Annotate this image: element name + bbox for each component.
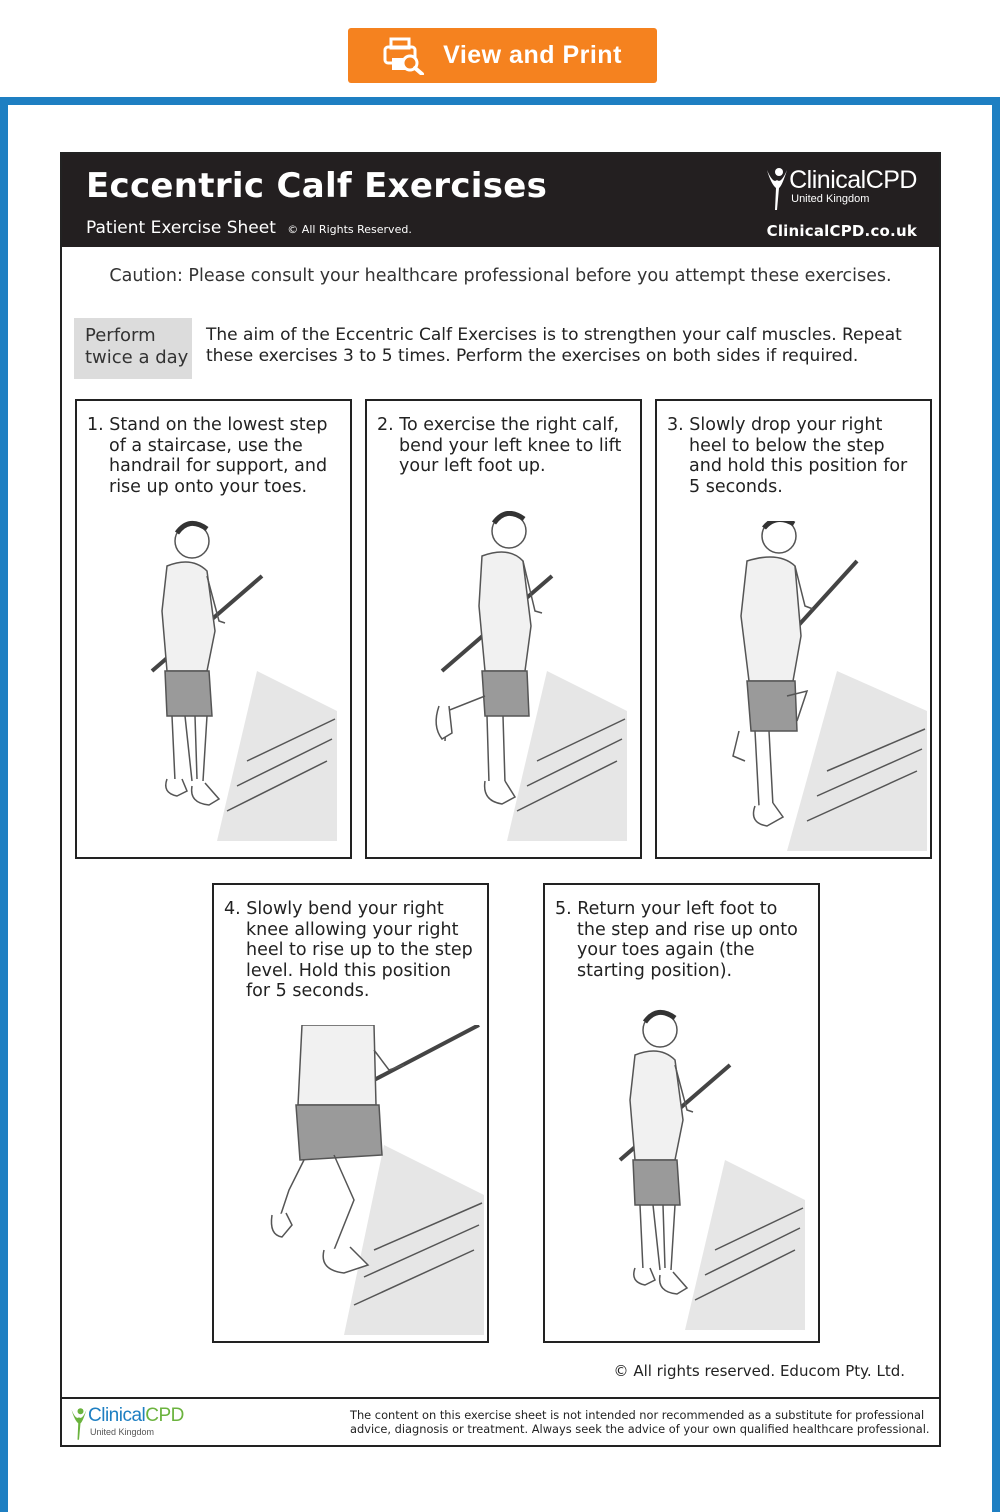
step-panel-3 xyxy=(655,399,932,859)
step-text: Slowly drop your right heel to below the step and hold this position for 5 seconds. xyxy=(689,415,908,497)
exercise-illustration-2 xyxy=(427,511,627,841)
frequency-badge xyxy=(74,318,192,379)
view-and-print-label: View and Print xyxy=(443,41,622,69)
step-text: Slowly bend your right knee allowing your right heel to rise up to the step level. Hold this position for 5 seconds. xyxy=(246,899,473,1001)
website-link[interactable]: ClinicalCPD.co.uk xyxy=(766,222,917,240)
subtitle-rights: © All Rights Reserved. xyxy=(287,223,412,236)
frequency-line1: Perform xyxy=(85,325,156,346)
person-logo-icon xyxy=(765,166,789,212)
brand-country: United Kingdom xyxy=(791,193,870,205)
footer-logo xyxy=(70,1405,184,1443)
step-number: 4. xyxy=(224,899,241,919)
print-preview-icon xyxy=(383,37,425,75)
step-text: Return your left foot to the step and rise up onto your toes again (the starting position). xyxy=(577,899,798,981)
step-text: To exercise the right calf, bend your left knee to lift your left foot up. xyxy=(399,415,622,476)
exercise-illustration-5 xyxy=(605,1000,805,1330)
exercise-illustration-3 xyxy=(727,521,927,851)
sheet-header xyxy=(62,154,939,247)
disclaimer-text: The content on this exercise sheet is not intended nor recommended as a substitute for professional advice, diagnosis or treatment. Always seek the advice of your own qualified healthcare professional. xyxy=(350,1408,930,1436)
exercise-illustration-4 xyxy=(264,1025,484,1335)
step-number: 1. xyxy=(87,415,104,435)
page-title: Eccentric Calf Exercises xyxy=(86,166,548,206)
footer-brand-clinical: Clinical xyxy=(88,1405,146,1426)
step-panel-2 xyxy=(365,399,642,859)
step-number: 5. xyxy=(555,899,572,919)
top-bar xyxy=(0,0,1000,97)
view-and-print-button[interactable] xyxy=(348,28,657,83)
exercise-sheet xyxy=(60,152,941,1447)
footer-brand-country: United Kingdom xyxy=(90,1427,155,1437)
step-panel-5 xyxy=(543,883,820,1343)
footer-brand-cpd: CPD xyxy=(145,1405,184,1426)
sheet-subtitle xyxy=(86,218,412,238)
aim-text: The aim of the Eccentric Calf Exercises is to strengthen your calf muscles. Repeat these exercises 3 to 5 times. Perform the exercises on both sides if required. xyxy=(206,325,902,366)
exercise-illustration-1 xyxy=(137,511,337,841)
brand-logo xyxy=(765,166,917,212)
sheet-footer xyxy=(62,1397,939,1447)
step-number: 3. xyxy=(667,415,684,435)
footer-brand-name xyxy=(88,1405,184,1427)
step-panel-1 xyxy=(75,399,352,859)
copyright-text: © All rights reserved. Educom Pty. Ltd. xyxy=(613,1362,905,1380)
brand-name: ClinicalCPD xyxy=(789,166,917,194)
step-number: 2. xyxy=(377,415,394,435)
caution-text: Caution: Please consult your healthcare professional before you attempt these exercises. xyxy=(109,266,892,286)
frequency-line2: twice a day xyxy=(85,347,189,368)
person-logo-icon xyxy=(70,1405,88,1443)
step-panel-4 xyxy=(212,883,489,1343)
subtitle-text: Patient Exercise Sheet xyxy=(86,218,276,238)
step-text: Stand on the lowest step of a staircase, use the handrail for support, and rise up onto your toes. xyxy=(109,415,328,497)
